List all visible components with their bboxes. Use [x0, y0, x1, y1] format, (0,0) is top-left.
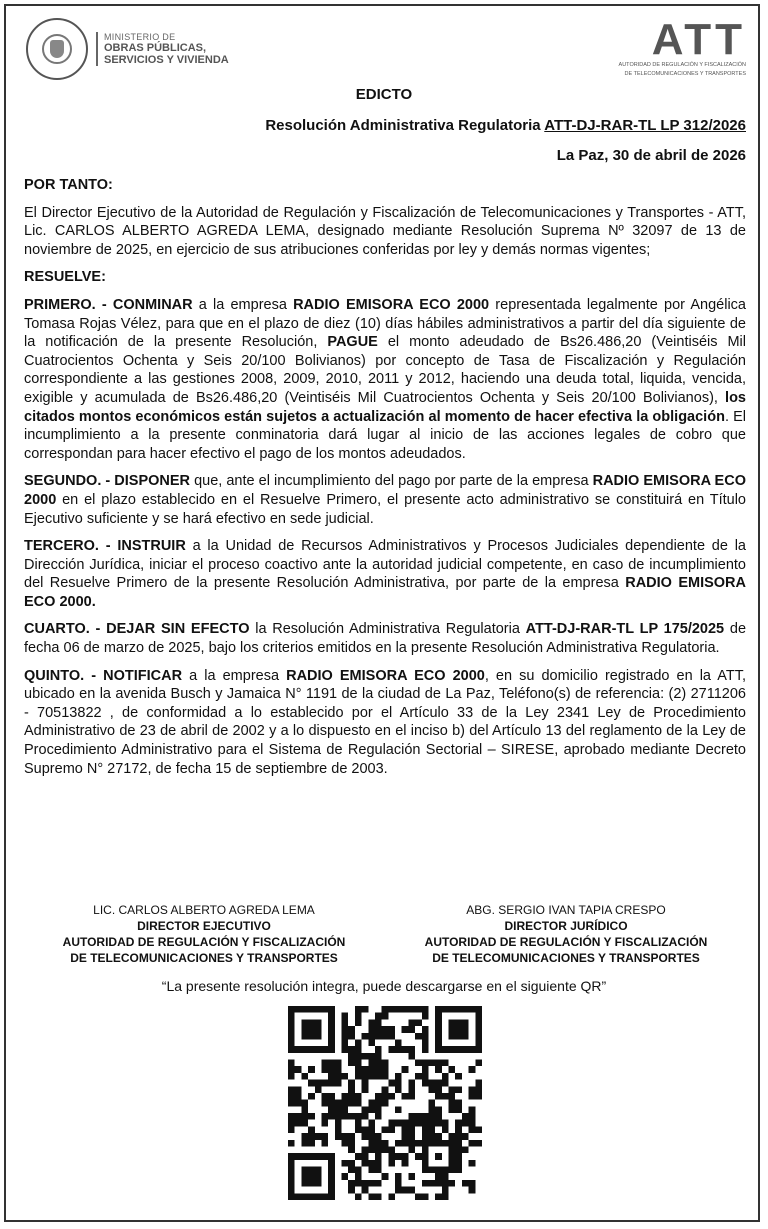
- quinto-paragraph: QUINTO. - NOTIFICAR a la empresa RADIO EMISORA ECO 2000, en su domicilio registrado en la ATT, ubicado en la avenida Busch y Jamaica N° 1191 de la ciudad de La Paz, Teléfono(s) de referencia: (2) 2711206 - 70513822 , de conformidad a lo establecido por el Artículo 33 de la Ley 2341 Ley de Procedimiento Administrativo de 23 de abril de 2002 y a lo dispuesto en el inciso b) del Artículo 13 del reglamento de la Ley de Procedimiento Administrativo para el Sistema de Regulación Sectorial – SIRESE, aprobado mediante Decreto Supremo N° 27172, de fecha 15 de septiembre de 2003.: [24, 667, 746, 777]
- document-body: [24, 176, 746, 787]
- primero-paragraph: PRIMERO. - CONMINAR a la empresa RADIO EMISORA ECO 2000 representada legalmente por Angélica Tomasa Rojas Vélez, para que en el plazo de diez (10) días hábiles administrativos a partir del día siguiente de la notificación de la presente Resolución, PAGUE el monto adeudado de Bs26.486,20 (Veintiséis Mil Cuatrocientos Ochenta y Seis 20/100 Bolivianos) por concepto de Tasa de Fiscalización y Regulación correspondiente a las gestiones 2008, 2009, 2010, 2011 y 2012, haciendo una deuda total, liquida, vencida, exigible y acumulada de Bs26.486,20 (Veintiséis Mil Cuatrocientos Ochenta y Seis 20/100 Bolivianos), los citados montos económicos están sujetos a actualización al momento de hacer efectiva la obligación. El incumplimiento a la presente conminatoria dará lugar al inicio de las acciones legales de cobro que correspondan para hacer efectivo el pago de los montos adeudados.: [24, 296, 747, 462]
- resolution-number: ATT-DJ-RAR-TL LP 312/2026: [544, 117, 746, 134]
- ministry-name: MINISTERIO DE OBRAS PÚBLICAS, SERVICIOS Y VIVIENDA: [96, 32, 229, 66]
- qr-note: “La presente resolución integra, puede descargarse en el siguiente QR”: [161, 978, 607, 994]
- place-date: La Paz, 30 de abril de 2026: [556, 147, 746, 164]
- por-tanto-heading: POR TANTO:: [24, 177, 113, 193]
- ministry-logo: [26, 18, 229, 80]
- signature-legal-director: ABG. SERGIO IVAN TAPIA CRESPO DIRECTOR JURÍDICO AUTORIDAD DE REGULACIÓN Y FISCALIZACIÓN DE TELECOMUNICACIONES Y TRANSPORTES: [424, 903, 708, 965]
- intro-paragraph: El Director Ejecutivo de la Autoridad de Regulación y Fiscalización de Telecomunicaciones y Transportes - ATT, Lic. CARLOS ALBERTO AGREDA LEMA, designado mediante Resolución Suprema Nº 32097 de 13 de noviembre de 2025, en ejercicio de sus atribuciones conferidas por ley y demás normas vigentes;: [24, 204, 746, 258]
- att-logo: ATT AUTORIDAD DE REGULACIÓN Y FISCALIZACIÓN DE TELECOMUNICACIONES Y TRANSPORTES: [616, 20, 746, 78]
- signature-block: [24, 902, 746, 966]
- att-logo-mark: ATT: [651, 15, 746, 64]
- signature-executive-director: LIC. CARLOS ALBERTO AGREDA LEMA DIRECTOR EJECUTIVO AUTORIDAD DE REGULACIÓN Y FISCALIZACIÓN DE TELECOMUNICACIONES Y TRANSPORTES: [62, 903, 346, 965]
- resuelve-heading: RESUELVE:: [24, 269, 106, 286]
- state-seal-icon: [26, 18, 88, 80]
- cuarto-paragraph: CUARTO. - DEJAR SIN EFECTO la Resolución Administrativa Regulatoria ATT-DJ-RAR-TL LP 175/2025 de fecha 06 de marzo de 2025, bajo los criterios emitidos en la presente Resolución Administrativa Regulatoria.: [24, 621, 747, 657]
- qr-code-icon[interactable]: [288, 1006, 482, 1200]
- segundo-paragraph: SEGUNDO. - DISPONER que, ante el incumplimiento del pago por parte de la empresa RADIO EMISORA ECO 2000 en el plazo establecido en el Resuelve Primero, el presente acto administrativo se constituirá en Título Ejecutivo suficiente y se hará efectivo en sede judicial.: [24, 473, 746, 527]
- document-title: EDICTO: [355, 86, 413, 103]
- document-header: [22, 15, 748, 82]
- resolution-reference: Resolución Administrativa Regulatoria ATT-DJ-RAR-TL LP 312/2026: [265, 117, 746, 134]
- tercero-paragraph: TERCERO. - INSTRUIR a la Unidad de Recursos Administrativos y Procesos Judiciales dependiente de la Dirección Jurídica, iniciar el proceso coactivo ante la autoridad judicial competente, en caso de incumplimiento del Resuelve Primero de la presente Resolución Administrativa, por parte de la empresa RADIO EMISORA ECO 2000.: [24, 538, 746, 610]
